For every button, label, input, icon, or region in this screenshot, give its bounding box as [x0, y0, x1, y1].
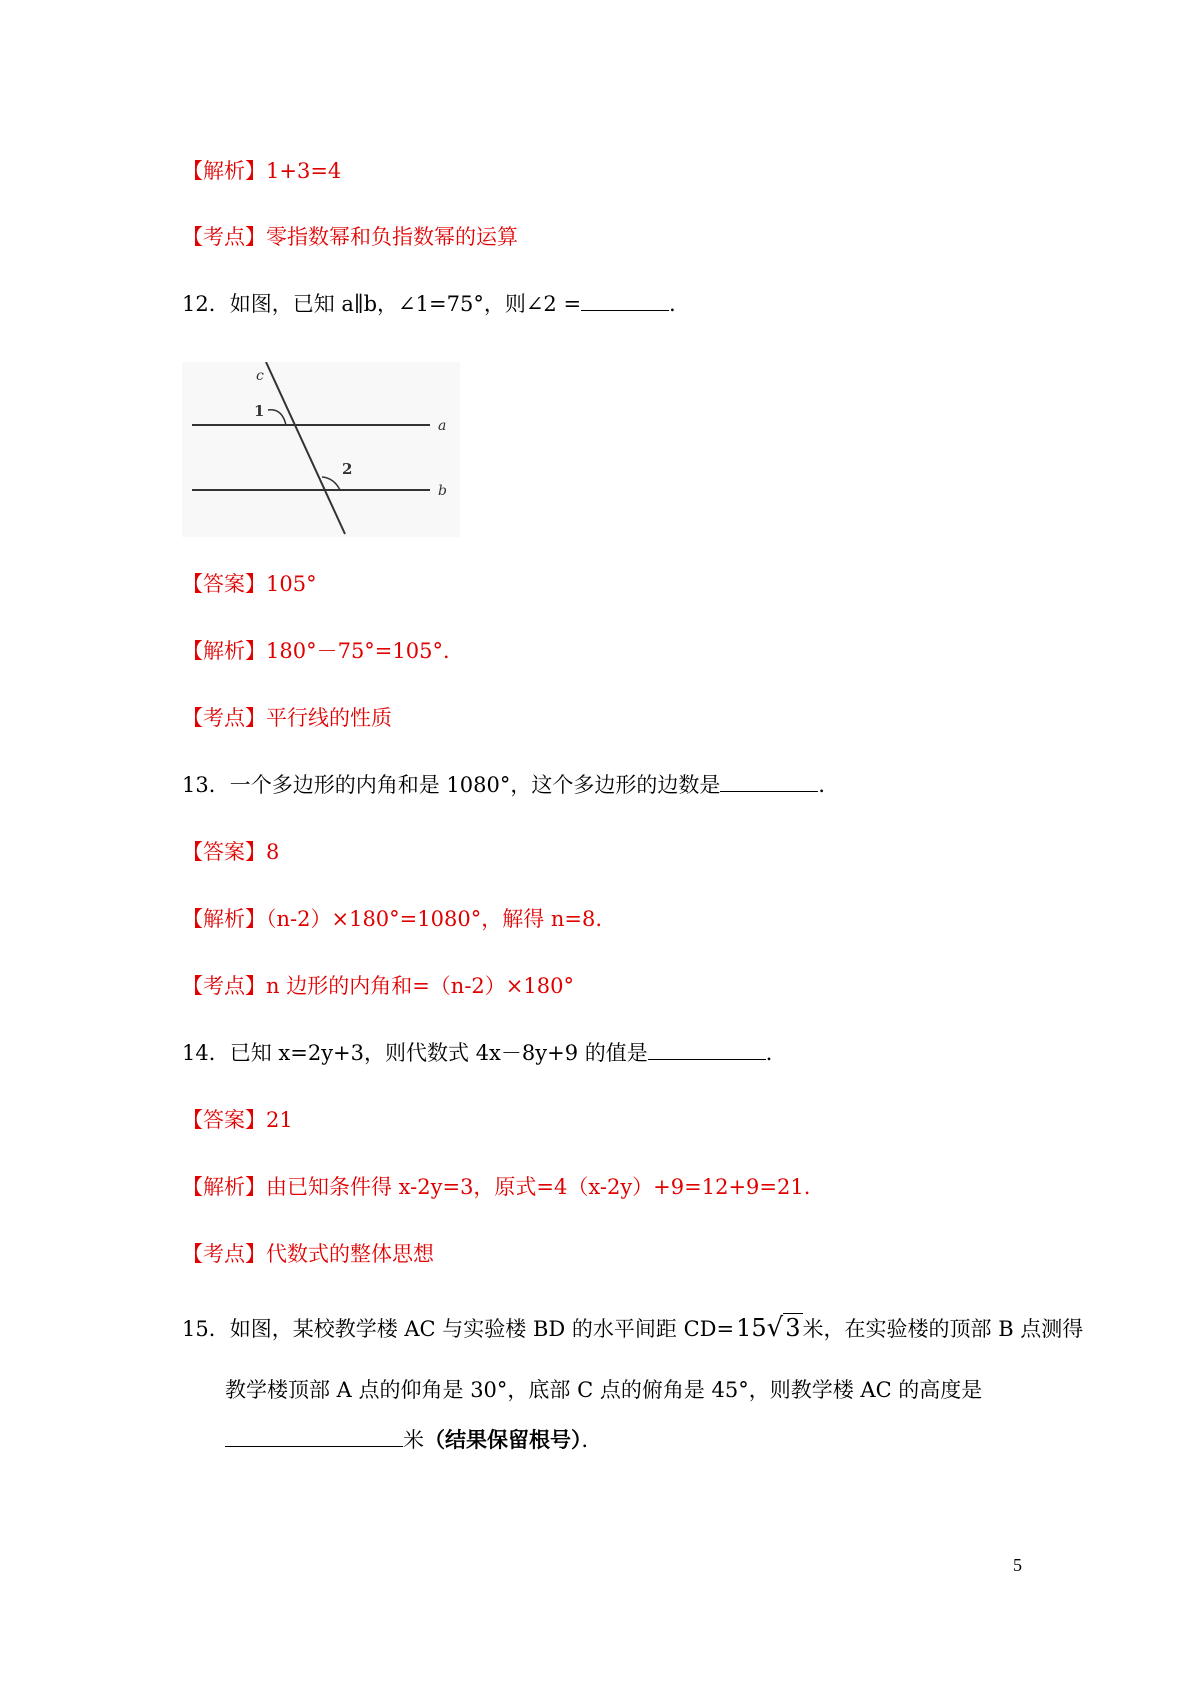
label-b: b [438, 483, 447, 499]
question-12-end: ． [669, 292, 691, 316]
l1-analysis [182, 157, 341, 185]
question-14-analysis-text: 由已知条件得 x-2y=3，原式=4（x-2y）+9=12+9=21. [266, 1175, 811, 1199]
question-12-answer [182, 570, 317, 598]
question-14-point-tag: 【考点】 [182, 1242, 266, 1266]
label-c: c [256, 368, 264, 384]
label-angle-1: 1 [254, 402, 265, 420]
question-12-analysis-text: 180°－75°=105°． [266, 639, 464, 663]
question-12-analysis [182, 637, 464, 665]
question-15-line-1-post: 米，在实验楼的顶部 B 点测得 [802, 1317, 1084, 1341]
question-12-answer-tag: 【答案】 [182, 572, 266, 596]
question-14-blank [648, 1039, 766, 1060]
question-13-end: ． [818, 773, 840, 797]
parallel-lines-figure [182, 362, 460, 537]
question-15-blank [225, 1426, 403, 1447]
question-15-note: （结果保留根号） [424, 1427, 582, 1452]
question-13 [182, 771, 839, 799]
question-14-answer-tag: 【答案】 [182, 1108, 266, 1132]
label-angle-2: 2 [342, 460, 353, 478]
page-number: 5 [1013, 1555, 1022, 1575]
l2-point [182, 223, 518, 251]
question-12-point-text: 平行线的性质 [266, 706, 392, 730]
sqrt-expression [734, 1314, 802, 1342]
question-14-analysis-tag: 【解析】 [182, 1175, 266, 1199]
question-13-answer [182, 838, 279, 866]
l1-analysis-tag: 【解析】 [182, 159, 266, 183]
parallel-lines-diagram [182, 362, 460, 537]
question-14-point [182, 1240, 434, 1268]
question-15-line-1-pre: 15．如图，某校教学楼 AC 与实验楼 BD 的水平间距 CD= [182, 1317, 735, 1341]
question-13-point [182, 972, 574, 1000]
question-15-line-2-text: 教学楼顶部 A 点的仰角是 30°，底部 C 点的俯角是 45°，则教学楼 AC 的高度是 [225, 1378, 983, 1402]
question-15-line-1 [182, 1314, 1083, 1343]
l2-point-tag: 【考点】 [182, 225, 266, 249]
question-13-point-text: n 边形的内角和=（n-2）×180° [266, 974, 574, 998]
question-13-analysis-tag: 【解析】 [182, 907, 266, 931]
question-13-answer-tag: 【答案】 [182, 840, 266, 864]
question-12-text: 12．如图，已知 a∥b，∠1=75°，则∠2 = [182, 292, 582, 316]
l1-analysis-text: 1+3=4 [266, 159, 342, 183]
sqrt-radical-icon: √ [766, 1313, 784, 1343]
question-14-point-text: 代数式的整体思想 [266, 1242, 434, 1266]
question-14-answer-text: 21 [266, 1108, 293, 1132]
question-15-line-2 [225, 1376, 982, 1404]
question-14-text: 14．已知 x=2y+3，则代数式 4x－8y+9 的值是 [182, 1041, 648, 1065]
question-14-answer [182, 1106, 293, 1134]
question-12-point [182, 704, 392, 732]
question-13-text: 13．一个多边形的内角和是 1080°，这个多边形的边数是 [182, 773, 721, 797]
question-13-blank [720, 771, 818, 792]
question-15-unit: 米 [403, 1428, 424, 1452]
question-15-line-3 [225, 1426, 603, 1454]
question-15-end: ． [581, 1428, 603, 1452]
question-12-blank [581, 290, 669, 311]
angle-1-arc [268, 410, 286, 425]
l2-point-text: 零指数幂和负指数幂的运算 [266, 225, 518, 249]
question-12-answer-text: 105° [266, 572, 317, 596]
sqrt-radicand: 3 [785, 1314, 801, 1342]
question-12 [182, 290, 690, 318]
question-14-analysis [182, 1173, 810, 1201]
question-14-end: ． [765, 1041, 787, 1065]
question-14 [182, 1039, 787, 1067]
sqrt-coefficient: 15 [736, 1314, 767, 1342]
line-c [266, 362, 345, 534]
question-13-answer-text: 8 [266, 840, 280, 864]
question-12-point-tag: 【考点】 [182, 706, 266, 730]
question-13-point-tag: 【考点】 [182, 974, 266, 998]
label-a: a [438, 418, 447, 434]
question-13-analysis-text: （n-2）×180°=1080°，解得 n=8. [266, 907, 603, 931]
question-12-analysis-tag: 【解析】 [182, 639, 266, 663]
question-13-analysis [182, 905, 602, 933]
